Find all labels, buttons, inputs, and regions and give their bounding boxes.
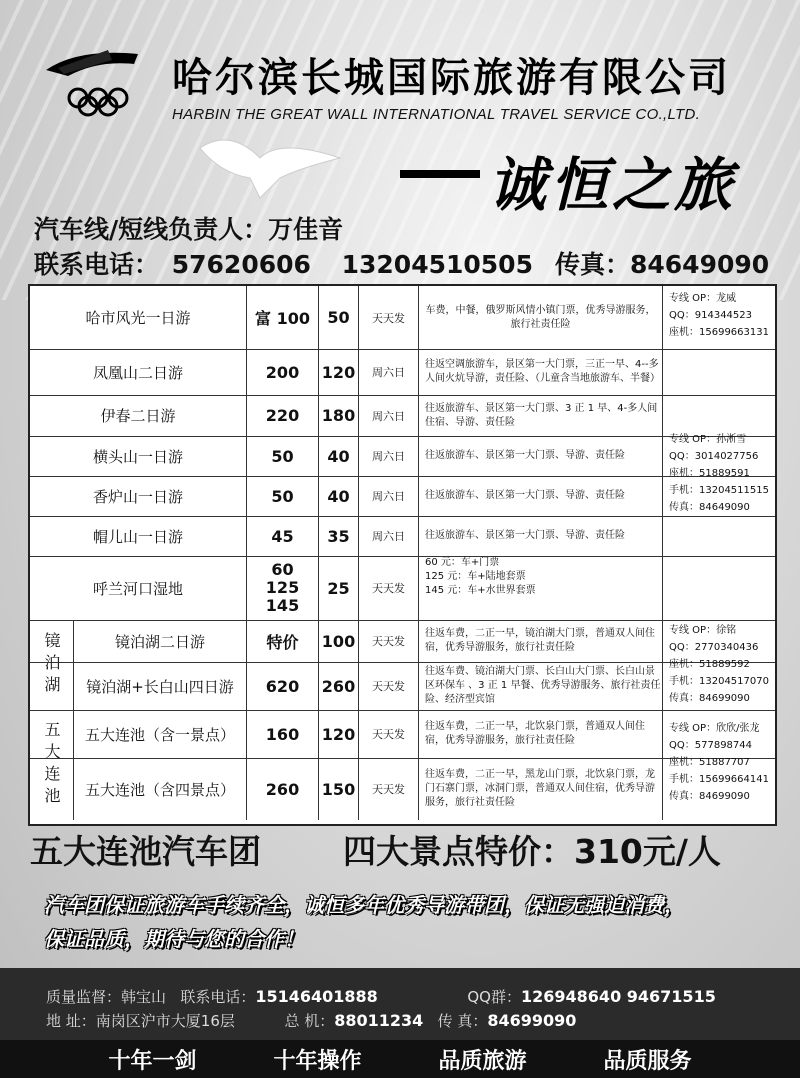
- dove-icon: [190, 128, 350, 208]
- phone-2: 13204510505: [341, 250, 533, 279]
- tour-desc: 往返旅游车、景区第一大门票、导游、责任险: [419, 516, 663, 556]
- tour-departure: 天天发: [359, 758, 419, 820]
- desc-line: 125 元：车+陆地套票: [425, 571, 526, 582]
- company-name-cn: 哈尔滨长城国际旅游有限公司: [172, 55, 731, 101]
- promo-text: [44, 888, 764, 956]
- slogan-dash: [400, 170, 480, 178]
- op-qq: QQ：3014027756: [669, 451, 759, 462]
- promo-line: 保证品质，期待与您的合作！: [44, 927, 304, 951]
- phone-label: 联系电话：: [180, 988, 256, 1006]
- table-row: [30, 349, 775, 396]
- tour-departure: 周六日: [359, 395, 419, 436]
- op-mobile: 手机：13204517070: [669, 676, 769, 687]
- tour-departure: 天天发: [359, 662, 419, 710]
- motto-item: 品质服务: [603, 1048, 692, 1074]
- tour-name: 镜泊湖二日游: [74, 620, 247, 662]
- tour-price-adult: 200: [247, 349, 319, 395]
- quality-supervisor: 质量监督：韩宝山: [46, 988, 167, 1006]
- tour-price-adult: 50: [247, 476, 319, 516]
- tour-departure: 周六日: [359, 516, 419, 556]
- tour-price-child: 150: [319, 758, 359, 820]
- tour-price-child: 120: [319, 349, 359, 395]
- tour-name: 镜泊湖+长白山四日游: [74, 662, 247, 710]
- table-row: [30, 516, 775, 557]
- tour-price-adult: 富 100: [247, 286, 319, 349]
- tour-departure: 天天发: [359, 286, 419, 349]
- tour-price-child: 25: [319, 556, 359, 620]
- op-contact: [663, 431, 775, 516]
- phone-1: 57620606: [171, 250, 311, 279]
- tour-name: 五大连池（含一景点）: [74, 710, 247, 758]
- tour-name: 香炉山一日游: [30, 476, 247, 516]
- tour-price-adult: [247, 556, 319, 620]
- tour-price-child: 40: [319, 436, 359, 476]
- slogan: 诚恒之旅: [488, 151, 737, 219]
- tour-departure: 天天发: [359, 710, 419, 758]
- tour-price-adult: 620: [247, 662, 319, 710]
- tour-price-child: 100: [319, 620, 359, 662]
- tour-name: 横头山一日游: [30, 436, 247, 476]
- motto-item: 品质旅游: [438, 1048, 527, 1074]
- op-qq: QQ：577898744: [669, 740, 753, 751]
- op-mobile: 手机：15699664141: [669, 774, 769, 785]
- address-label: 地 址：: [46, 1012, 96, 1030]
- table-row: [30, 286, 775, 350]
- address: 南岗区沪市大厦16层: [95, 1012, 235, 1030]
- price-option: 145: [265, 596, 300, 615]
- phone-label: 联系电话：: [34, 250, 160, 279]
- op-contact: [663, 290, 775, 341]
- qq-label: QQ群：: [467, 988, 521, 1006]
- banner-wudalianchi: 五大连池汽车团: [30, 832, 261, 871]
- op-qq: QQ：914344523: [669, 310, 753, 321]
- tour-table: [28, 284, 777, 826]
- op-fax: 传真：84649090: [669, 502, 750, 513]
- price-option: 60: [271, 560, 294, 579]
- tour-price-child: 50: [319, 286, 359, 349]
- tour-desc: 往返旅游车、景区第一大门票、导游、责任险: [419, 476, 663, 516]
- tour-price-child: 40: [319, 476, 359, 516]
- great-wall-olympic-logo: [38, 40, 178, 120]
- tour-price-child: 260: [319, 662, 359, 710]
- tour-price-adult: 220: [247, 395, 319, 436]
- op-landline: 座机：51889591: [669, 468, 750, 479]
- tour-name: 伊春二日游: [30, 395, 247, 436]
- tour-desc: [419, 556, 663, 620]
- contact-person: 汽车线/短线负责人：万佳音: [34, 215, 344, 244]
- tour-desc: 往返旅游车、景区第一大门票、导游、责任险: [419, 436, 663, 476]
- qq-group: 126948640 94671515: [521, 987, 716, 1006]
- tour-price-adult: 50: [247, 436, 319, 476]
- tour-price-adult: 45: [247, 516, 319, 556]
- tour-name: 呼兰河口湿地: [30, 556, 247, 620]
- footer: [0, 968, 800, 1078]
- tour-name: 凤凰山二日游: [30, 349, 247, 395]
- fax: 传真：84649090: [555, 250, 770, 279]
- motto-item: 十年一剑: [108, 1048, 197, 1074]
- group-label-jingbo: 镜泊湖: [30, 620, 74, 710]
- op-name: 专线 OP：龙威: [669, 293, 737, 304]
- op-name: 专线 OP：欣欣/张龙: [669, 723, 760, 734]
- op-contact: [663, 720, 775, 805]
- switchboard: 88011234: [334, 1011, 424, 1030]
- tour-price-child: 120: [319, 710, 359, 758]
- desc-line: 60 元：车+门票: [425, 557, 500, 568]
- op-name: 专线 OP：徐铭: [669, 625, 737, 636]
- tour-desc: 车费，中餐，俄罗斯风情小镇门票，优秀导游服务，旅行社责任险: [419, 286, 663, 349]
- footer-row-2: [46, 1010, 576, 1031]
- promo-line: 汽车团保证旅游车手续齐全，诚恒多年优秀导游带团，保证无强迫消费，: [44, 893, 684, 917]
- tour-departure: 天天发: [359, 556, 419, 620]
- op-qq: QQ：2770340436: [669, 642, 759, 653]
- motto-item: 十年操作: [273, 1048, 362, 1074]
- op-mobile: 手机：13204511515: [669, 485, 769, 496]
- tour-price-child: 35: [319, 516, 359, 556]
- fax-label: 传 真：: [437, 1012, 488, 1030]
- desc-line: 145 元：车+水世界套票: [425, 585, 536, 596]
- tour-price-adult: 160: [247, 710, 319, 758]
- op-fax: 传真：84699090: [669, 693, 750, 704]
- motto-bar: [0, 1040, 800, 1078]
- table-row: [30, 556, 775, 621]
- footer-phone: 15146401888: [255, 987, 378, 1006]
- op-landline: 座机：51887707: [669, 757, 750, 768]
- tour-departure: 周六日: [359, 349, 419, 395]
- tour-name: 哈市风光一日游: [30, 286, 247, 349]
- op-landline: 座机：15699663131: [669, 327, 769, 338]
- op-contact: [663, 622, 775, 707]
- tour-departure: 周六日: [359, 476, 419, 516]
- tour-departure: 天天发: [359, 620, 419, 662]
- tour-desc: 往返车费，二正一早，镜泊湖大门票，普通双人间住宿，优秀导游服务，旅行社责任险: [419, 620, 663, 662]
- op-fax: 传真：84699090: [669, 791, 750, 802]
- contact-phone: [34, 245, 537, 281]
- price-option: 125: [265, 578, 300, 597]
- tour-desc: 往返车费，二正一早，黑龙山门票，北饮泉门票，龙门石寨门票，冰洞门票，普通双人间住宿，优秀导游服务，旅行社责任险: [419, 758, 663, 820]
- banner-special-price: 四大景点特价：310元/人: [343, 832, 721, 871]
- switchboard-label: 总 机：: [284, 1012, 335, 1030]
- tour-departure: 周六日: [359, 436, 419, 476]
- tour-name: 五大连池（含四景点）: [74, 758, 247, 820]
- tour-desc: 往返空调旅游车，景区第一大门票，三正一早、4--多人间火炕导游，责任险、（儿童含当地旅游车、半餐）: [419, 349, 663, 395]
- company-name-en: HARBIN THE GREAT WALL INTERNATIONAL TRAVEL SERVICE CO.,LTD.: [172, 106, 701, 123]
- op-landline: 座机：51889592: [669, 659, 750, 670]
- footer-row-1: [46, 986, 716, 1007]
- tour-price-adult: 260: [247, 758, 319, 820]
- tour-desc: 往返车费，二正一早，北饮泉门票，普通双人间住宿，优秀导游服务，旅行社责任险: [419, 710, 663, 758]
- tour-price-child: 180: [319, 395, 359, 436]
- group-label-wudalianchi: 五大连池: [30, 710, 74, 820]
- op-name: 专线 OP：孙淅雪: [669, 434, 747, 445]
- footer-fax: 84699090: [487, 1011, 577, 1030]
- tour-desc: 往返旅游车、景区第一大门票、3 正 1 早、4-多人间住宿、导游、责任险: [419, 395, 663, 436]
- tour-name: 帽儿山一日游: [30, 516, 247, 556]
- tour-desc: 往返车费、镜泊湖大门票、长白山大门票、长白山景区环保车 、3 正 1 早餐、优秀导游服务、旅行社责任险、经济型宾馆: [419, 662, 663, 710]
- tour-price-adult: 特价: [247, 620, 319, 662]
